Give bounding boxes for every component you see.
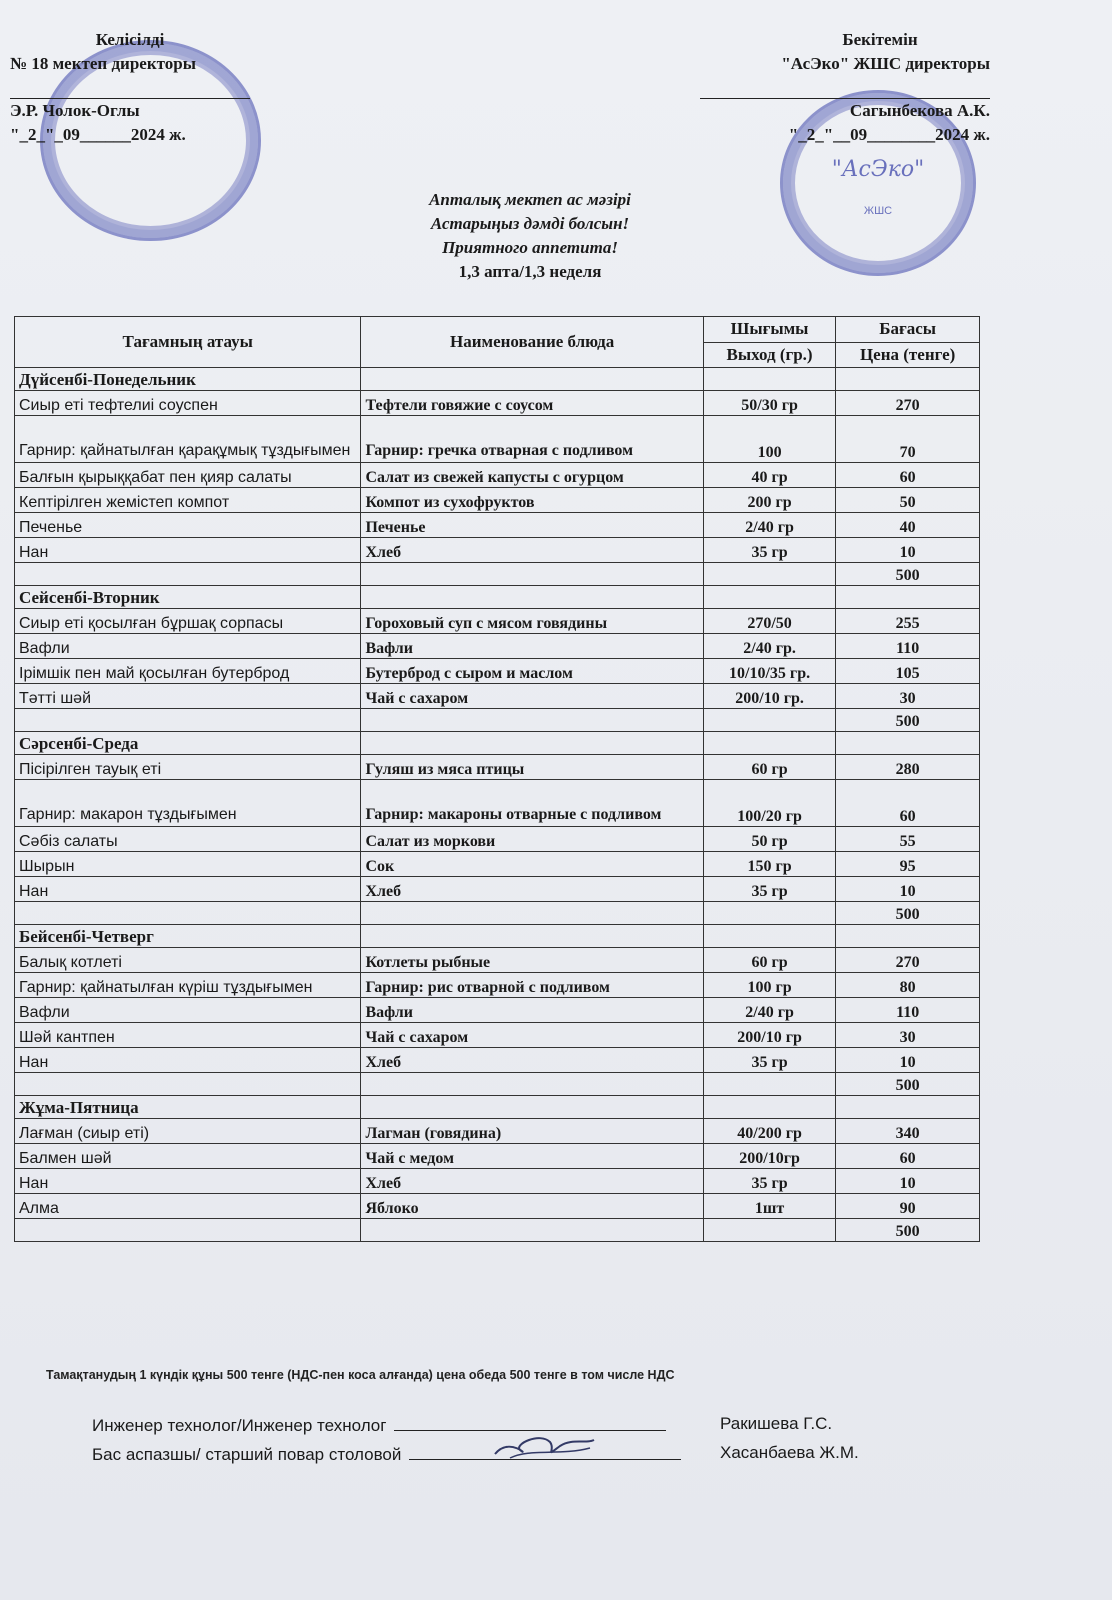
dish-yield: 200/10гр xyxy=(703,1144,835,1169)
dish-price: 10 xyxy=(836,1048,980,1073)
dish-name-ru: Гарнир: макароны отварные с подливом xyxy=(361,780,703,827)
dish-name-kz: Шырын xyxy=(15,852,361,877)
table-row xyxy=(15,998,980,1023)
table-row xyxy=(15,659,980,684)
dish-name-ru: Хлеб xyxy=(361,538,703,563)
table-row xyxy=(15,973,980,998)
empty-cell xyxy=(361,1096,703,1119)
empty-cell xyxy=(361,586,703,609)
day-total-price: 500 xyxy=(836,563,980,586)
dish-name-kz: Нан xyxy=(15,538,361,563)
stamp-company-name: "АсЭко" xyxy=(831,157,925,182)
table-row xyxy=(15,948,980,973)
dish-price: 70 xyxy=(836,416,980,463)
dish-yield: 2/40 гр xyxy=(703,998,835,1023)
dish-yield: 35 гр xyxy=(703,877,835,902)
table-row xyxy=(15,391,980,416)
signature-name: Ракишева Г.С. xyxy=(720,1414,833,1433)
title-line-kz: Апталық мектеп ас мәзірі xyxy=(429,190,631,209)
dish-price: 340 xyxy=(836,1119,980,1144)
dish-price: 55 xyxy=(836,827,980,852)
dish-name-ru: Хлеб xyxy=(361,1048,703,1073)
menu-table-body xyxy=(15,368,980,1242)
dish-price: 105 xyxy=(836,659,980,684)
dish-name-kz: Алма xyxy=(15,1194,361,1219)
dish-name-kz: Нан xyxy=(15,1169,361,1194)
day-name: Бейсенбі-Четверг xyxy=(15,925,361,948)
dish-name-ru: Яблоко xyxy=(361,1194,703,1219)
table-row xyxy=(15,684,980,709)
dish-name-ru: Хлеб xyxy=(361,1169,703,1194)
dish-yield: 100 гр xyxy=(703,973,835,998)
dish-yield: 2/40 гр. xyxy=(703,634,835,659)
dish-name-ru: Чай с медом xyxy=(361,1144,703,1169)
dish-name-ru: Вафли xyxy=(361,634,703,659)
empty-cell xyxy=(703,709,835,732)
handwritten-signature xyxy=(490,1428,600,1468)
empty-cell xyxy=(361,563,703,586)
header-kz-name: Тағамның атауы xyxy=(15,317,361,368)
dish-price: 50 xyxy=(836,488,980,513)
empty-cell xyxy=(703,902,835,925)
approval-left-person: Э.Р. Чолок-Оглы xyxy=(10,101,140,120)
empty-cell xyxy=(836,368,980,391)
table-row xyxy=(15,463,980,488)
header-ru-name: Наименование блюда xyxy=(361,317,703,368)
dish-price: 80 xyxy=(836,973,980,998)
empty-cell xyxy=(361,1219,703,1242)
title-line-wish-ru: Приятного аппетита! xyxy=(442,238,618,257)
empty-cell xyxy=(361,1073,703,1096)
dish-name-ru: Чай с сахаром xyxy=(361,684,703,709)
dish-name-kz: Пісірілген тауық еті xyxy=(15,755,361,780)
dish-name-ru: Бутерброд с сыром и маслом xyxy=(361,659,703,684)
day-header-row xyxy=(15,586,980,609)
day-header-row xyxy=(15,368,980,391)
dish-price: 10 xyxy=(836,877,980,902)
dish-price: 30 xyxy=(836,1023,980,1048)
dish-yield: 40/200 гр xyxy=(703,1119,835,1144)
dish-name-kz: Шәй кантпен xyxy=(15,1023,361,1048)
dish-price: 110 xyxy=(836,634,980,659)
table-row xyxy=(15,827,980,852)
day-total-row xyxy=(15,709,980,732)
empty-cell xyxy=(15,1219,361,1242)
header-yield-kz: Шығымы xyxy=(703,317,835,343)
dish-price: 270 xyxy=(836,391,980,416)
dish-name-ru: Салат из моркови xyxy=(361,827,703,852)
title-line-wish-kz: Астарыңыз дәмді болсын! xyxy=(430,214,630,233)
price-footnote: Тамақтанудың 1 күндік құны 500 тенге (НДС-пен коса алғанда) цена обеда 500 тенге в том числе НДС xyxy=(46,1368,675,1382)
dish-yield: 1шт xyxy=(703,1194,835,1219)
empty-cell xyxy=(361,368,703,391)
dish-name-kz: Сиыр еті қосылған бұршақ сорпасы xyxy=(15,609,361,634)
dish-name-kz: Тәтті шәй xyxy=(15,684,361,709)
table-row xyxy=(15,877,980,902)
dish-yield: 200/10 гр xyxy=(703,1023,835,1048)
dish-yield: 50 гр xyxy=(703,827,835,852)
dish-name-kz: Балық котлеті xyxy=(15,948,361,973)
day-name: Дүйсенбі-Понедельник xyxy=(15,368,361,391)
dish-name-kz: Балғын қырыққабат пен қияр салаты xyxy=(15,463,361,488)
dish-yield: 2/40 гр xyxy=(703,513,835,538)
day-total-price: 500 xyxy=(836,1219,980,1242)
dish-price: 90 xyxy=(836,1194,980,1219)
dish-name-kz: Сәбіз салаты xyxy=(15,827,361,852)
empty-cell xyxy=(836,732,980,755)
dish-yield: 100/20 гр xyxy=(703,780,835,827)
day-name: Жұма-Пятница xyxy=(15,1096,361,1119)
table-row xyxy=(15,513,980,538)
dish-price: 270 xyxy=(836,948,980,973)
dish-name-kz: Нан xyxy=(15,877,361,902)
dish-name-kz: Ірімшік пен май қосылған бутерброд xyxy=(15,659,361,684)
dish-name-ru: Сок xyxy=(361,852,703,877)
dish-name-ru: Гарнир: гречка отварная с подливом xyxy=(361,416,703,463)
table-row xyxy=(15,416,980,463)
approval-right-position: "АсЭко" ЖШС директоры xyxy=(781,54,990,73)
table-row xyxy=(15,852,980,877)
approval-right-date: "_2_"__09________2024 ж. xyxy=(788,125,990,144)
dish-price: 40 xyxy=(836,513,980,538)
empty-cell xyxy=(703,563,835,586)
dish-name-ru: Гарнир: рис отварной с подливом xyxy=(361,973,703,998)
day-name: Сәрсенбі-Среда xyxy=(15,732,361,755)
empty-cell xyxy=(836,586,980,609)
dish-yield: 40 гр xyxy=(703,463,835,488)
dish-yield: 50/30 гр xyxy=(703,391,835,416)
dish-name-kz: Вафли xyxy=(15,634,361,659)
empty-cell xyxy=(703,1219,835,1242)
dish-price: 60 xyxy=(836,463,980,488)
dish-yield: 35 гр xyxy=(703,538,835,563)
approval-right-signature-line xyxy=(700,76,990,99)
dish-yield: 100 xyxy=(703,416,835,463)
day-header-row xyxy=(15,925,980,948)
header-price-kz: Бағасы xyxy=(836,317,980,343)
table-row xyxy=(15,755,980,780)
empty-cell xyxy=(836,925,980,948)
empty-cell xyxy=(836,1096,980,1119)
stamp-company-type: ЖШС xyxy=(863,205,893,217)
empty-cell xyxy=(361,732,703,755)
approval-left-title: Келісілді xyxy=(95,30,165,49)
dish-yield: 200 гр xyxy=(703,488,835,513)
day-total-price: 500 xyxy=(836,1073,980,1096)
dish-name-ru: Гороховый суп с мясом говядины xyxy=(361,609,703,634)
dish-name-kz: Балмен шәй xyxy=(15,1144,361,1169)
approval-right-person: Сагынбекова А.К. xyxy=(849,101,990,120)
menu-title xyxy=(330,188,730,284)
empty-cell xyxy=(703,586,835,609)
dish-price: 110 xyxy=(836,998,980,1023)
menu-table xyxy=(14,316,980,1242)
dish-yield: 35 гр xyxy=(703,1169,835,1194)
table-row xyxy=(15,609,980,634)
dish-yield: 60 гр xyxy=(703,755,835,780)
dish-yield: 270/50 xyxy=(703,609,835,634)
table-row xyxy=(15,1194,980,1219)
day-name: Сейсенбі-Вторник xyxy=(15,586,361,609)
dish-price: 30 xyxy=(836,684,980,709)
dish-price: 95 xyxy=(836,852,980,877)
approval-left-date: "_2_"_09______2024 ж. xyxy=(10,125,186,144)
signature-role: Бас аспазшы/ старший повар столовой xyxy=(92,1445,402,1464)
dish-price: 255 xyxy=(836,609,980,634)
empty-cell xyxy=(703,732,835,755)
table-row xyxy=(15,1119,980,1144)
dish-name-ru: Печенье xyxy=(361,513,703,538)
signature-role: Инженер технолог/Инженер технолог xyxy=(92,1416,387,1435)
dish-name-ru: Гуляш из мяса птицы xyxy=(361,755,703,780)
day-total-price: 500 xyxy=(836,902,980,925)
table-row xyxy=(15,1048,980,1073)
header-yield-ru: Выход (гр.) xyxy=(703,342,835,368)
empty-cell xyxy=(361,925,703,948)
table-header-row xyxy=(15,317,980,343)
dish-name-ru: Хлеб xyxy=(361,877,703,902)
empty-cell xyxy=(361,902,703,925)
empty-cell xyxy=(361,709,703,732)
dish-name-kz: Лағман (сиыр еті) xyxy=(15,1119,361,1144)
dish-price: 60 xyxy=(836,780,980,827)
dish-yield: 60 гр xyxy=(703,948,835,973)
header-price-ru: Цена (тенге) xyxy=(836,342,980,368)
dish-name-ru: Салат из свежей капусты с огурцом xyxy=(361,463,703,488)
day-total-row xyxy=(15,1219,980,1242)
empty-cell xyxy=(15,1073,361,1096)
dish-name-kz: Нан xyxy=(15,1048,361,1073)
empty-cell xyxy=(703,368,835,391)
approval-left-position: № 18 мектеп директоры xyxy=(10,54,196,73)
dish-price: 60 xyxy=(836,1144,980,1169)
table-row xyxy=(15,488,980,513)
day-header-row xyxy=(15,732,980,755)
dish-name-kz: Гарнир: қайнатылған қарақұмық тұздығымен xyxy=(15,416,361,463)
dish-price: 10 xyxy=(836,538,980,563)
dish-name-kz: Сиыр еті тефтелиі соуспен xyxy=(15,391,361,416)
empty-cell xyxy=(15,563,361,586)
empty-cell xyxy=(703,925,835,948)
empty-cell xyxy=(15,709,361,732)
empty-cell xyxy=(703,1096,835,1119)
dish-name-ru: Лагман (говядина) xyxy=(361,1119,703,1144)
table-row xyxy=(15,1023,980,1048)
table-row xyxy=(15,1169,980,1194)
dish-name-kz: Гарнир: макарон тұздығымен xyxy=(15,780,361,827)
dish-price: 10 xyxy=(836,1169,980,1194)
approval-right xyxy=(700,28,990,147)
day-total-row xyxy=(15,902,980,925)
dish-yield: 200/10 гр. xyxy=(703,684,835,709)
dish-name-ru: Тефтели говяжие с соусом xyxy=(361,391,703,416)
table-row xyxy=(15,634,980,659)
empty-cell xyxy=(15,902,361,925)
dish-name-kz: Кептірілген жемістеп компот xyxy=(15,488,361,513)
dish-name-ru: Вафли xyxy=(361,998,703,1023)
day-total-row xyxy=(15,1073,980,1096)
table-row xyxy=(15,1144,980,1169)
approval-left xyxy=(10,28,250,147)
dish-yield: 10/10/35 гр. xyxy=(703,659,835,684)
day-total-price: 500 xyxy=(836,709,980,732)
dish-name-ru: Чай с сахаром xyxy=(361,1023,703,1048)
table-row xyxy=(15,538,980,563)
dish-name-kz: Печенье xyxy=(15,513,361,538)
dish-name-ru: Компот из сухофруктов xyxy=(361,488,703,513)
title-week: 1,3 апта/1,3 неделя xyxy=(458,262,602,281)
empty-cell xyxy=(703,1073,835,1096)
dish-yield: 35 гр xyxy=(703,1048,835,1073)
day-header-row xyxy=(15,1096,980,1119)
signature-name: Хасанбаева Ж.М. xyxy=(720,1443,859,1462)
dish-name-kz: Вафли xyxy=(15,998,361,1023)
table-row xyxy=(15,780,980,827)
dish-price: 280 xyxy=(836,755,980,780)
day-total-row xyxy=(15,563,980,586)
approval-right-title: Бекітемін xyxy=(842,30,918,49)
dish-name-kz: Гарнир: қайнатылған күріш тұздығымен xyxy=(15,973,361,998)
approval-left-signature-line xyxy=(10,76,250,99)
dish-name-ru: Котлеты рыбные xyxy=(361,948,703,973)
dish-yield: 150 гр xyxy=(703,852,835,877)
